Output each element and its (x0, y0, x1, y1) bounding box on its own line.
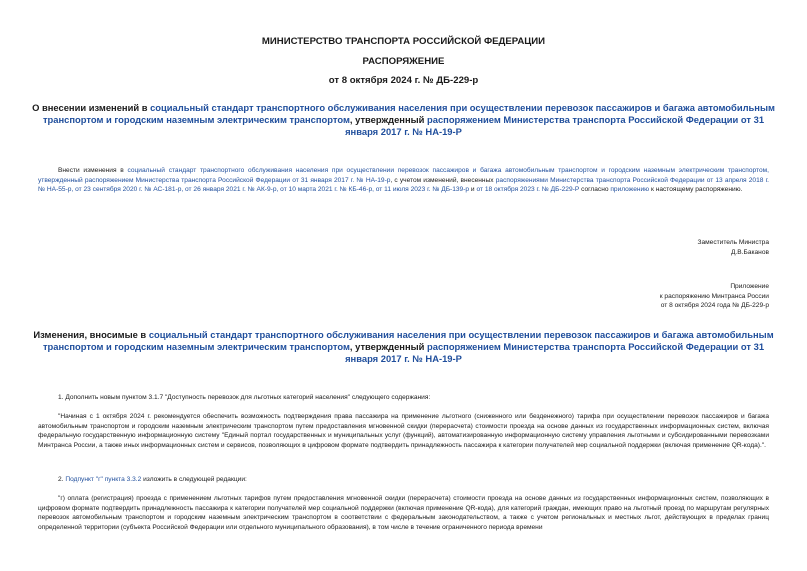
appendix-block (660, 282, 769, 311)
document-type: РАСПОРЯЖЕНИЕ (362, 56, 445, 67)
item-2-number: 2. (58, 476, 66, 483)
appendix-label: Приложение (730, 283, 769, 290)
document-date-number: от 8 октября 2024 г. № ДБ-229-р (328, 75, 479, 86)
item-2-link[interactable]: Подпункт "г" пункта 3.3.2 (65, 476, 142, 483)
title-text: О внесении изменений в (32, 102, 151, 113)
title-link-order[interactable]: распоряжением Министерства транспорта Российской Федерации от 31 января 2017 г. № НА-19-Р (345, 113, 765, 137)
signature-name: Д.В.Баканов (730, 248, 769, 256)
body-text: к настоящему распоряжению. (649, 186, 743, 194)
item-2 (58, 475, 247, 485)
quote-2: "г) оплата (регистрация) проезда с применением льготных тарифов путем предоставления мгновенной скидки (перерасчета) стоимости проезда на основе данных из государственных информационных систем, позволяющих в цифровом формате подтвердить принадлежность пассажира к категории получателей мер социальной поддержки (включая применение QR-кода), для категорий граждан, имеющих право на льготный проезд по маршрутам регулярных перевозок автомобильным транспортом и городским наземным электрическим транспортом в соответствии с федеральным законодательством, а также с учетом региональных и местных льгот, действующих в пределах границ определенной территории (субъекта Российской Федерации или отдельного муниципального образования), в том числе в течение ограниченного периода времени (38, 495, 769, 532)
body-text: Внести изменения в (58, 167, 128, 174)
body-link-standard[interactable]: социальный стандарт транспортного обслуживания населения при осуществлении перевозок пассажиров и багажа автомобильным транспортом и городским наземным электрическим транспортом, утвержденный распоряжением Министерства транспорта Российской Федерации от 31 января 2017 г. № НА-19-р (38, 167, 769, 184)
body-paragraph (38, 166, 769, 195)
changes-title-text: Изменения, вносимые в (33, 329, 149, 340)
item-1: 1. Дополнить новым пунктом 3.1.7 "Доступность перевозок для льготных категорий населения" следующего содержания: (58, 394, 431, 401)
body-text: согласно (579, 186, 611, 194)
changes-title-link-standard[interactable]: социальный стандарт транспортного обслуживания населения при осуществлении перевозок пассажиров и багажа автомобильным транспортом и городским наземным электрическим транспортом (42, 329, 774, 352)
title-text: , утвержденный (349, 113, 428, 125)
appendix-to: к распоряжению Минтранса России (659, 292, 769, 300)
signature-block (697, 238, 769, 257)
changes-title-link-order[interactable]: распоряжением Министерства транспорта Российской Федерации от 31 января 2017 г. № НА-19-Р (345, 340, 765, 364)
body-link-amendments[interactable]: распоряжениями Министерства транспорта Российской Федерации от 13 апреля 2018 г. № НА-55-р, от 23 сентября 2020 г. № АС-181-р, от 26 января 2021 г. № АК-9-р, от 10 марта 2021 г. № КБ-46-р, от 11 июля 2023 г. № ДБ-139-р (38, 176, 770, 194)
body-text: и (469, 186, 477, 194)
changes-title-text: , утвержденный (349, 340, 428, 352)
ministry-heading: МИНИСТЕРСТВО ТРАНСПОРТА РОССИЙСКОЙ ФЕДЕРАЦИИ (261, 36, 546, 47)
item-2-text: изложить в следующей редакции: (141, 476, 247, 483)
signature-position: Заместитель Министра (697, 239, 769, 246)
document-title (30, 102, 777, 137)
title-link-standard[interactable]: социальный стандарт транспортного обслуживания населения при осуществлении перевозок пассажиров и багажа автомобильным транспортом и городским наземным электрическим транспортом (42, 102, 775, 125)
body-link-appendix[interactable]: приложению (610, 186, 650, 194)
body-link-amendment-2023[interactable]: от 18 октября 2023 г. № ДБ-229-Р (476, 186, 580, 194)
changes-title (30, 329, 777, 364)
quote-1: "Начиная с 1 октября 2024 г. рекомендуется обеспечить возможность подтверждения права пассажира на применение льготного (сниженного или безденежного) тарифа при осуществлении перевозок пассажиров и багажа автомобильным транспортом и городским наземным электрическим транспортом путем предоставления мгновенной скидки (перерасчета) стоимости проезда на основе данных из государственных информационных систем, включая федеральную государственную информационную систему "Единый портал государственных и муниципальных услуг (функций), автоматизированную информационную систему управления льготными и субсидированными перевозками Минтранса России, а также иных информационных систем и сервисов, позволяющих в цифровом формате подтвердить принадлежность пассажира к категории получателей мер социальной поддержки (включая применение QR-кода).". (38, 413, 769, 450)
appendix-date: от 8 октября 2024 года № ДБ-229-р (660, 302, 769, 310)
body-text: , с учетом изменений, внесенных (390, 176, 496, 184)
